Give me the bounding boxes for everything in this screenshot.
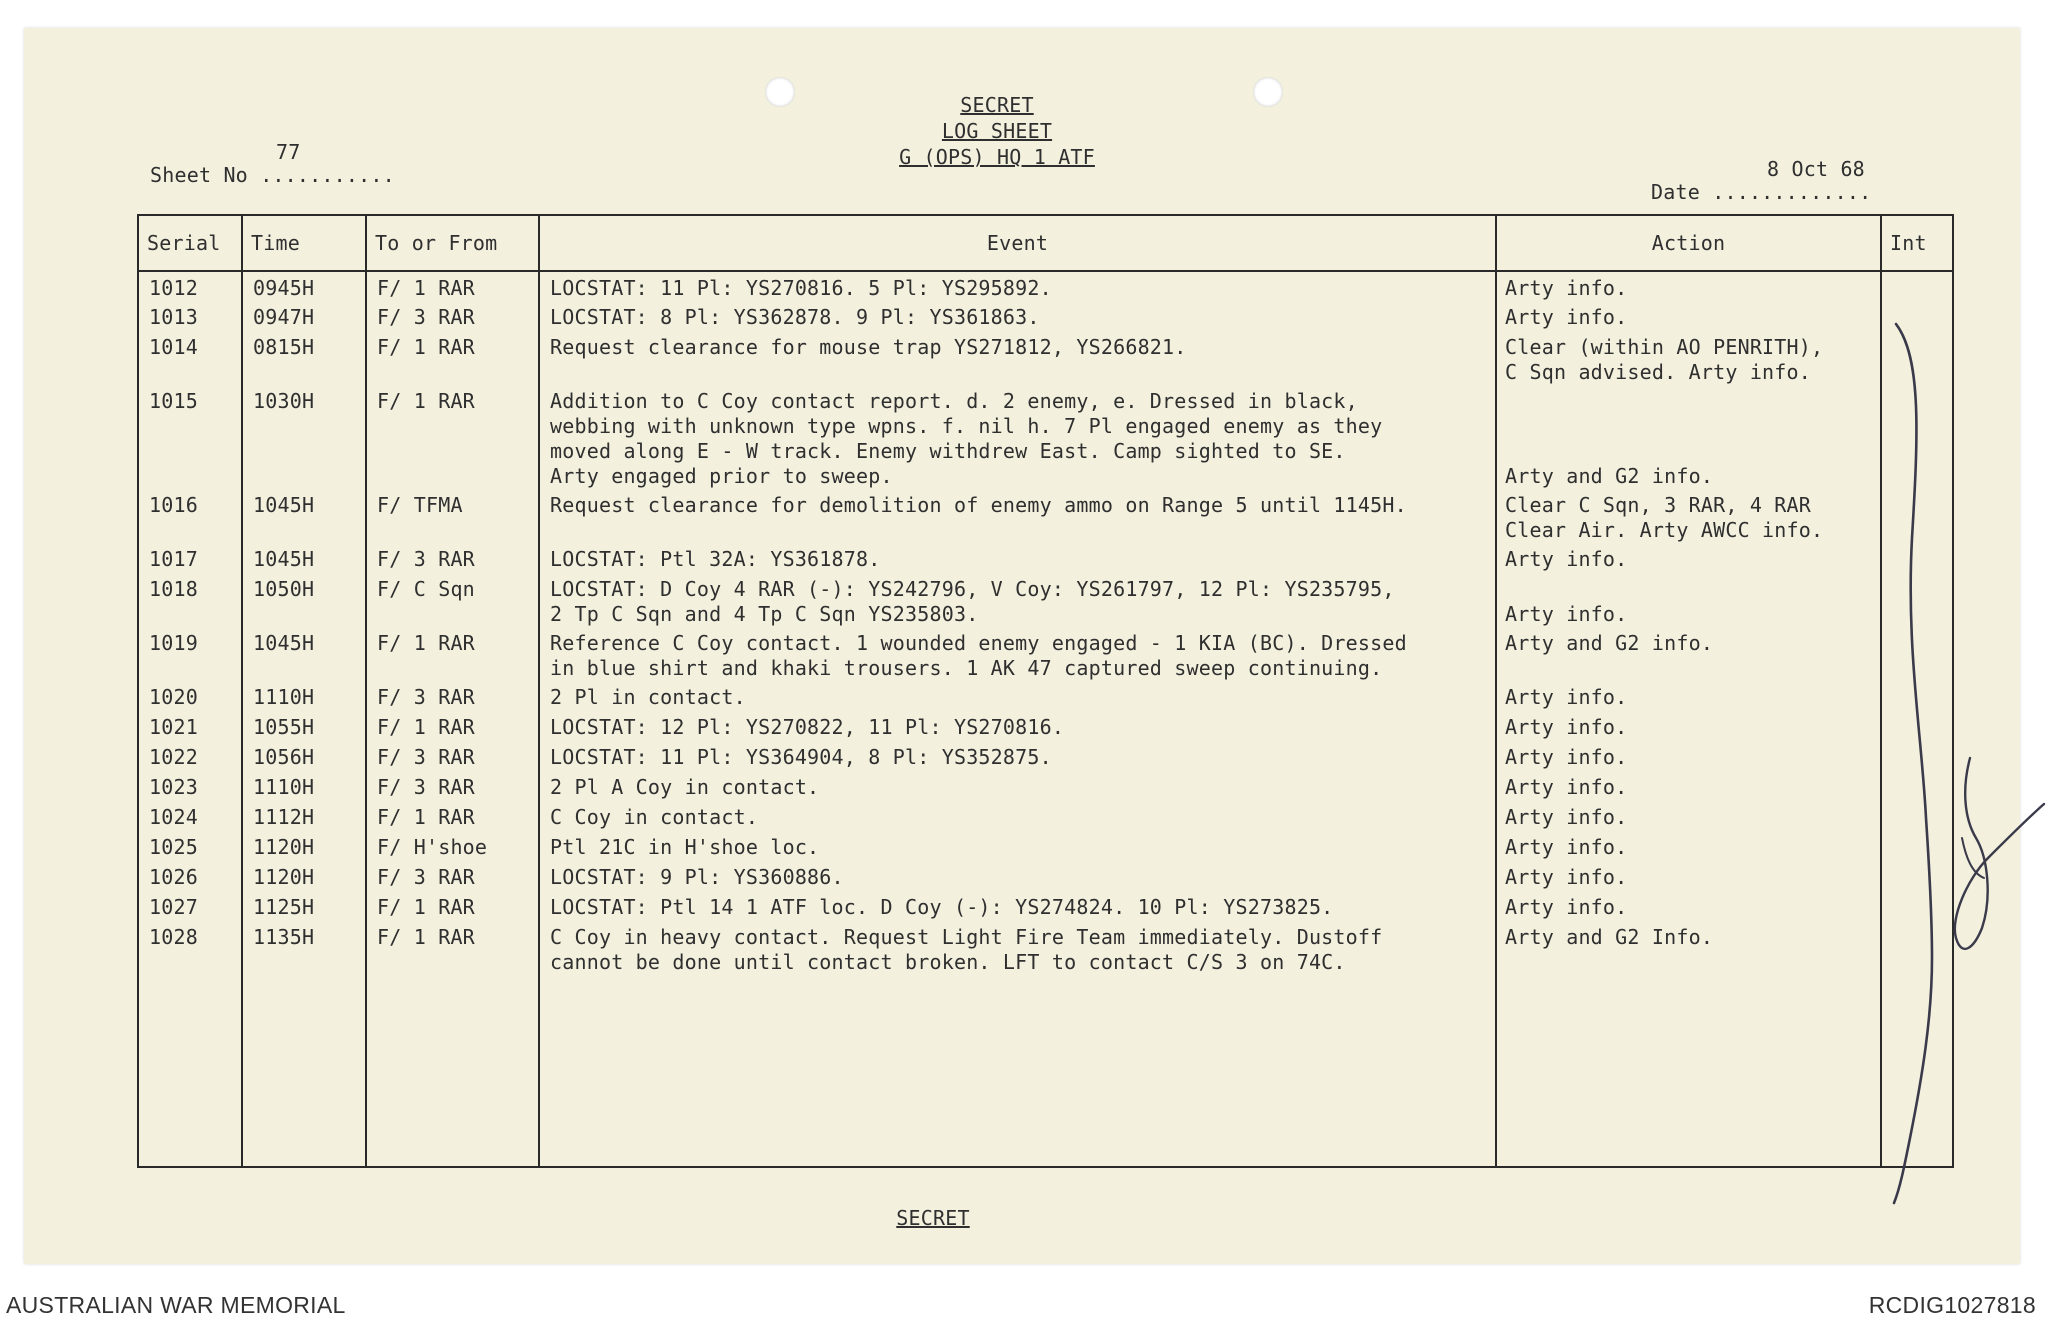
col-header-time: Time bbox=[242, 215, 366, 271]
serial-cell: 1027 bbox=[138, 891, 242, 921]
time-cell: 1135H bbox=[242, 921, 366, 975]
serial-cell: 1016 bbox=[138, 489, 242, 543]
log-entry-row bbox=[138, 627, 1953, 681]
time-cell: 1125H bbox=[242, 891, 366, 921]
event-cell: Addition to C Coy contact report. d. 2 enemy, e. Dressed in black, webbing with unknown type wpns. f. nil h. 7 Pl engaged enemy as they moved along E - W track. Enemy withdrew East. Camp sighted to SE. Arty engaged prior to sweep. bbox=[539, 385, 1496, 489]
header-classification: SECRET bbox=[960, 93, 1034, 117]
log-table-header-row bbox=[138, 215, 1953, 271]
time-cell: 1045H bbox=[242, 627, 366, 681]
event-cell: C Coy in heavy contact. Request Light Fire Team immediately. Dustoff cannot be done until contact broken. LFT to contact C/S 3 on 74C. bbox=[539, 921, 1496, 975]
to-from-cell: F/ 3 RAR bbox=[366, 681, 539, 711]
filler-cell bbox=[138, 975, 242, 1167]
to-from-cell: F/ 3 RAR bbox=[366, 771, 539, 801]
sheet-number-dots: ........... bbox=[260, 163, 395, 187]
serial-cell: 1025 bbox=[138, 831, 242, 861]
event-cell: LOCSTAT: Ptl 14 1 ATF loc. D Coy (-): YS274824. 10 Pl: YS273825. bbox=[539, 891, 1496, 921]
log-entry-row bbox=[138, 573, 1953, 627]
log-entry-row bbox=[138, 831, 1953, 861]
to-from-cell: F/ 3 RAR bbox=[366, 543, 539, 573]
date-dots: ............. bbox=[1712, 180, 1872, 204]
event-cell: 2 Pl A Coy in contact. bbox=[539, 771, 1496, 801]
serial-cell: 1017 bbox=[138, 543, 242, 573]
footer-classification: SECRET bbox=[896, 1206, 970, 1230]
to-from-cell: F/ 1 RAR bbox=[366, 711, 539, 741]
time-cell: 1112H bbox=[242, 801, 366, 831]
log-entry-row bbox=[138, 801, 1953, 831]
time-cell: 1110H bbox=[242, 771, 366, 801]
serial-cell: 1019 bbox=[138, 627, 242, 681]
to-from-cell: F/ 1 RAR bbox=[366, 921, 539, 975]
log-sheet-paper bbox=[24, 28, 2020, 1264]
log-entry-row bbox=[138, 271, 1953, 301]
archive-credit: AUSTRALIAN WAR MEMORIAL bbox=[6, 1292, 346, 1318]
action-cell: Arty info. bbox=[1496, 543, 1881, 573]
date-value: 8 Oct 68 bbox=[1767, 157, 1865, 181]
date-label: Date bbox=[1651, 180, 1700, 204]
table-filler-row bbox=[138, 975, 1953, 1167]
event-cell: C Coy in contact. bbox=[539, 801, 1496, 831]
event-cell: LOCSTAT: 11 Pl: YS364904, 8 Pl: YS352875. bbox=[539, 741, 1496, 771]
action-cell: Arty info. bbox=[1496, 681, 1881, 711]
to-from-cell: F/ 3 RAR bbox=[366, 861, 539, 891]
action-cell: Clear C Sqn, 3 RAR, 4 RAR Clear Air. Arty AWCC info. bbox=[1496, 489, 1881, 543]
serial-cell: 1014 bbox=[138, 331, 242, 385]
log-entry-row bbox=[138, 771, 1953, 801]
action-cell: Arty info. bbox=[1496, 271, 1881, 301]
time-cell: 1120H bbox=[242, 831, 366, 861]
time-cell: 1120H bbox=[242, 861, 366, 891]
log-entry-row bbox=[138, 921, 1953, 975]
action-cell: Arty and G2 info. bbox=[1496, 385, 1881, 489]
col-header-event: Event bbox=[539, 215, 1496, 271]
filler-cell bbox=[539, 975, 1496, 1167]
action-cell: Arty info. bbox=[1496, 771, 1881, 801]
to-from-cell: F/ 1 RAR bbox=[366, 271, 539, 301]
event-cell: Reference C Coy contact. 1 wounded enemy engaged - 1 KIA (BC). Dressed in blue shirt and khaki trousers. 1 AK 47 captured sweep continuing. bbox=[539, 627, 1496, 681]
action-cell: Arty and G2 Info. bbox=[1496, 921, 1881, 975]
action-cell: Arty info. bbox=[1496, 831, 1881, 861]
to-from-cell: F/ C Sqn bbox=[366, 573, 539, 627]
time-cell: 1110H bbox=[242, 681, 366, 711]
event-cell: Ptl 21C in H'shoe loc. bbox=[539, 831, 1496, 861]
log-entry-row bbox=[138, 331, 1953, 385]
date-field bbox=[1651, 157, 1872, 204]
sheet-number-field bbox=[150, 140, 395, 187]
header-title: LOG SHEET bbox=[941, 119, 1053, 143]
time-cell: 1056H bbox=[242, 741, 366, 771]
time-cell: 1030H bbox=[242, 385, 366, 489]
filler-cell bbox=[1496, 975, 1881, 1167]
sheet-number-label: Sheet No bbox=[150, 163, 248, 187]
action-cell: Arty info. bbox=[1496, 573, 1881, 627]
log-entry-row bbox=[138, 385, 1953, 489]
action-cell: Arty info. bbox=[1496, 891, 1881, 921]
to-from-cell: F/ 1 RAR bbox=[366, 891, 539, 921]
time-cell: 1045H bbox=[242, 543, 366, 573]
serial-cell: 1015 bbox=[138, 385, 242, 489]
col-header-to-from: To or From bbox=[366, 215, 539, 271]
time-cell: 1050H bbox=[242, 573, 366, 627]
action-cell: Arty info. bbox=[1496, 301, 1881, 331]
event-cell: LOCSTAT: 11 Pl: YS270816. 5 Pl: YS295892. bbox=[539, 271, 1496, 301]
event-cell: Request clearance for demolition of enemy ammo on Range 5 until 1145H. bbox=[539, 489, 1496, 543]
time-cell: 1055H bbox=[242, 711, 366, 741]
to-from-cell: F/ 3 RAR bbox=[366, 741, 539, 771]
event-cell: LOCSTAT: 12 Pl: YS270822, 11 Pl: YS270816. bbox=[539, 711, 1496, 741]
col-header-serial: Serial bbox=[138, 215, 242, 271]
event-cell: LOCSTAT: Ptl 32A: YS361878. bbox=[539, 543, 1496, 573]
serial-cell: 1018 bbox=[138, 573, 242, 627]
log-entry-row bbox=[138, 681, 1953, 711]
serial-cell: 1024 bbox=[138, 801, 242, 831]
event-cell: Request clearance for mouse trap YS271812, YS266821. bbox=[539, 331, 1496, 385]
log-table bbox=[137, 214, 1954, 1168]
to-from-cell: F/ 1 RAR bbox=[366, 331, 539, 385]
serial-cell: 1021 bbox=[138, 711, 242, 741]
time-cell: 1045H bbox=[242, 489, 366, 543]
time-cell: 0815H bbox=[242, 331, 366, 385]
to-from-cell: F/ H'shoe bbox=[366, 831, 539, 861]
filler-cell bbox=[366, 975, 539, 1167]
serial-cell: 1028 bbox=[138, 921, 242, 975]
to-from-cell: F/ 1 RAR bbox=[366, 801, 539, 831]
serial-cell: 1022 bbox=[138, 741, 242, 771]
time-cell: 0947H bbox=[242, 301, 366, 331]
to-from-cell: F/ TFMA bbox=[366, 489, 539, 543]
header-unit: G (OPS) HQ 1 ATF bbox=[899, 145, 1095, 169]
action-cell: Arty info. bbox=[1496, 861, 1881, 891]
log-entry-row bbox=[138, 861, 1953, 891]
to-from-cell: F/ 1 RAR bbox=[366, 627, 539, 681]
to-from-cell: F/ 3 RAR bbox=[366, 301, 539, 331]
event-cell: LOCSTAT: 8 Pl: YS362878. 9 Pl: YS361863. bbox=[539, 301, 1496, 331]
log-entry-row bbox=[138, 301, 1953, 331]
serial-cell: 1013 bbox=[138, 301, 242, 331]
col-header-int: Int bbox=[1881, 215, 1953, 271]
log-entry-row bbox=[138, 711, 1953, 741]
serial-cell: 1012 bbox=[138, 271, 242, 301]
filler-cell bbox=[242, 975, 366, 1167]
sheet-number-value: 77 bbox=[276, 140, 301, 164]
event-cell: LOCSTAT: D Coy 4 RAR (-): YS242796, V Coy: YS261797, 12 Pl: YS235795, 2 Tp C Sqn and 4 Tp C Sqn YS235803. bbox=[539, 573, 1496, 627]
action-cell: Clear (within AO PENRITH), C Sqn advised. Arty info. bbox=[1496, 331, 1881, 385]
handwritten-initials-bracket bbox=[1892, 318, 2048, 1208]
action-cell: Arty info. bbox=[1496, 711, 1881, 741]
archive-reference: RCDIG1027818 bbox=[1868, 1292, 2036, 1318]
col-header-action: Action bbox=[1496, 215, 1881, 271]
serial-cell: 1023 bbox=[138, 771, 242, 801]
log-table-body bbox=[138, 271, 1953, 1167]
time-cell: 0945H bbox=[242, 271, 366, 301]
event-cell: LOCSTAT: 9 Pl: YS360886. bbox=[539, 861, 1496, 891]
serial-cell: 1026 bbox=[138, 861, 242, 891]
log-entry-row bbox=[138, 543, 1953, 573]
serial-cell: 1020 bbox=[138, 681, 242, 711]
log-entry-row bbox=[138, 489, 1953, 543]
log-entry-row bbox=[138, 741, 1953, 771]
event-cell: 2 Pl in contact. bbox=[539, 681, 1496, 711]
action-cell: Arty info. bbox=[1496, 801, 1881, 831]
action-cell: Arty and G2 info. bbox=[1496, 627, 1881, 681]
to-from-cell: F/ 1 RAR bbox=[366, 385, 539, 489]
log-entry-row bbox=[138, 891, 1953, 921]
int-cell bbox=[1881, 271, 1953, 301]
action-cell: Arty info. bbox=[1496, 741, 1881, 771]
